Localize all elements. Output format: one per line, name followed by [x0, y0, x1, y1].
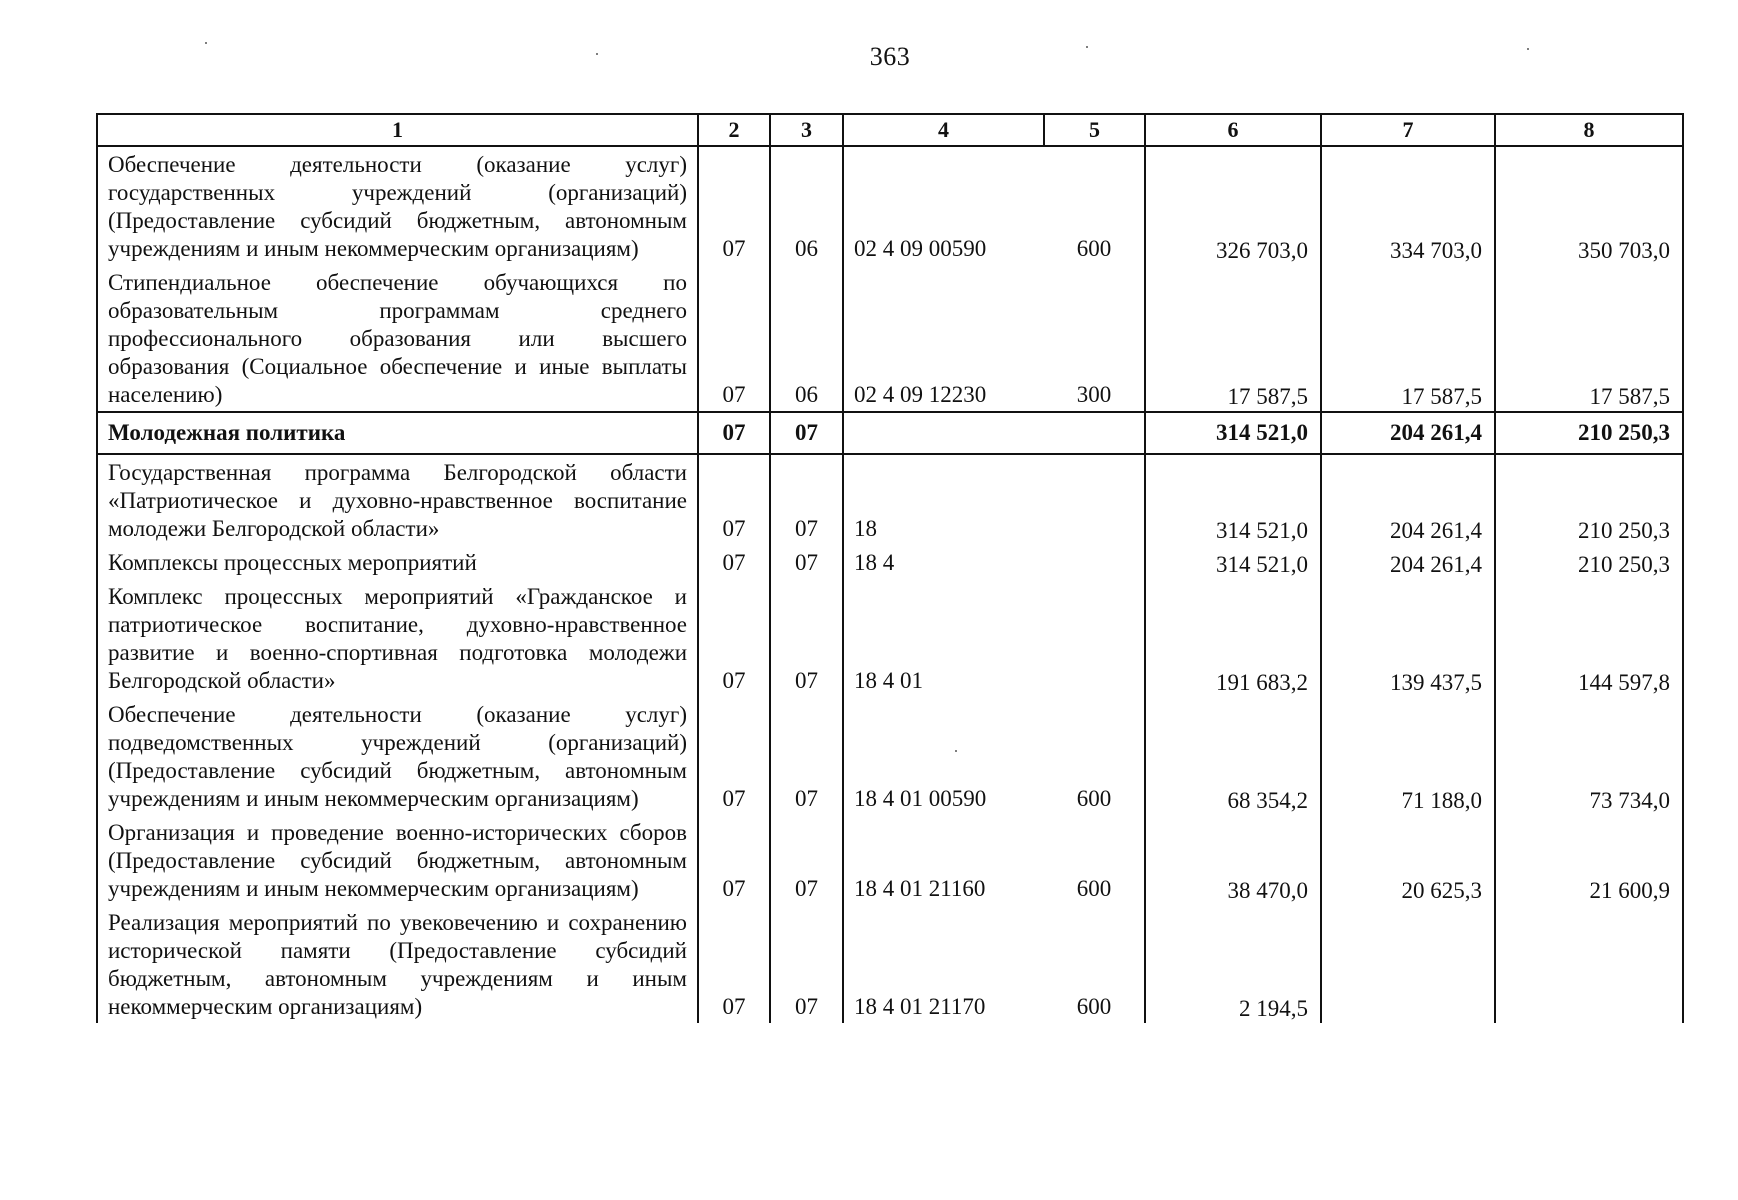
row-name: Обеспечение деятельности (оказание услуг) подведомственных учреждений (организаций) (Предоставление субсидий бюджетным, автономным учреждениям и иным некоммерческим организациям) [97, 697, 698, 815]
scan-speck [596, 53, 598, 55]
header-col-5: 5 [1044, 114, 1145, 146]
row-subsection-code: 07 [770, 579, 843, 697]
section-target-code [843, 412, 1044, 454]
scan-speck [1527, 48, 1529, 50]
section-section-code: 07 [698, 412, 770, 454]
row-amount-year2: 334 703,0 [1321, 146, 1495, 265]
row-expense-type: 600 [1044, 146, 1145, 265]
scan-speck [1086, 46, 1088, 48]
table-row [97, 146, 1683, 265]
row-section-code: 07 [698, 146, 770, 265]
header-col-8: 8 [1495, 114, 1683, 146]
section-row [97, 412, 1683, 454]
row-subsection-code: 06 [770, 146, 843, 265]
row-expense-type [1044, 545, 1145, 579]
row-name: Реализация мероприятий по увековечению и сохранению исторической памяти (Предоставление субсидий бюджетным, автономным учреждениям и иным некоммерческим организациям) [97, 905, 698, 1023]
header-col-7: 7 [1321, 114, 1495, 146]
section-expense-type [1044, 412, 1145, 454]
header-row [97, 114, 1683, 146]
row-subsection-code: 07 [770, 697, 843, 815]
row-amount-year1: 314 521,0 [1145, 545, 1321, 579]
budget-table [96, 113, 1684, 1023]
row-amount-year1: 38 470,0 [1145, 815, 1321, 905]
row-amount-year2: 204 261,4 [1321, 545, 1495, 579]
header-col-4: 4 [843, 114, 1044, 146]
row-subsection-code: 07 [770, 905, 843, 1023]
row-amount-year3: 144 597,8 [1495, 579, 1683, 697]
row-name: Комплекс процессных мероприятий «Гражданское и патриотическое воспитание, духовно-нравственное развитие и военно-спортивная подготовка молодежи Белгородской области» [97, 579, 698, 697]
row-target-code: 02 4 09 12230 [843, 265, 1044, 412]
row-target-code: 18 4 01 00590 [843, 697, 1044, 815]
row-section-code: 07 [698, 815, 770, 905]
row-amount-year2 [1321, 905, 1495, 1023]
row-expense-type [1044, 579, 1145, 697]
row-target-code: 18 4 01 21170 [843, 905, 1044, 1023]
row-subsection-code: 07 [770, 815, 843, 905]
row-section-code: 07 [698, 454, 770, 545]
row-name: Организация и проведение военно-исторических сборов (Предоставление субсидий бюджетным, автономным учреждениям и иным некоммерческим организациям) [97, 815, 698, 905]
table-row [97, 905, 1683, 1023]
row-expense-type: 600 [1044, 697, 1145, 815]
header-col-2: 2 [698, 114, 770, 146]
row-amount-year3: 17 587,5 [1495, 265, 1683, 412]
section-subsection-code: 07 [770, 412, 843, 454]
row-section-code: 07 [698, 905, 770, 1023]
row-expense-type [1044, 454, 1145, 545]
row-target-code: 02 4 09 00590 [843, 146, 1044, 265]
row-expense-type: 600 [1044, 815, 1145, 905]
row-amount-year2: 20 625,3 [1321, 815, 1495, 905]
table-row [97, 545, 1683, 579]
row-amount-year2: 17 587,5 [1321, 265, 1495, 412]
table-row [97, 454, 1683, 545]
row-expense-type: 600 [1044, 905, 1145, 1023]
row-subsection-code: 07 [770, 545, 843, 579]
row-amount-year1: 326 703,0 [1145, 146, 1321, 265]
row-target-code: 18 4 [843, 545, 1044, 579]
row-section-code: 07 [698, 579, 770, 697]
row-name: Стипендиальное обеспечение обучающихся по образовательным программам среднего профессионального образования или высшего образования (Социальное обеспечение и иные выплаты населению) [97, 265, 698, 412]
row-amount-year2: 139 437,5 [1321, 579, 1495, 697]
row-amount-year2: 204 261,4 [1321, 454, 1495, 545]
row-amount-year1: 191 683,2 [1145, 579, 1321, 697]
row-target-code: 18 4 01 [843, 579, 1044, 697]
row-amount-year1: 2 194,5 [1145, 905, 1321, 1023]
row-subsection-code: 06 [770, 265, 843, 412]
page-number: 363 [869, 42, 911, 71]
row-subsection-code: 07 [770, 454, 843, 545]
row-target-code: 18 4 01 21160 [843, 815, 1044, 905]
row-expense-type: 300 [1044, 265, 1145, 412]
table-row [97, 579, 1683, 697]
row-amount-year3 [1495, 905, 1683, 1023]
row-target-code: 18 [843, 454, 1044, 545]
row-amount-year2: 71 188,0 [1321, 697, 1495, 815]
row-amount-year1: 17 587,5 [1145, 265, 1321, 412]
table-row [97, 265, 1683, 412]
row-section-code: 07 [698, 697, 770, 815]
row-amount-year3: 210 250,3 [1495, 454, 1683, 545]
row-section-code: 07 [698, 265, 770, 412]
header-col-3: 3 [770, 114, 843, 146]
row-amount-year3: 73 734,0 [1495, 697, 1683, 815]
row-amount-year1: 314 521,0 [1145, 454, 1321, 545]
section-name: Молодежная политика [97, 412, 698, 454]
table-row [97, 697, 1683, 815]
row-section-code: 07 [698, 545, 770, 579]
section-amount-year1: 314 521,0 [1145, 412, 1321, 454]
scan-speck [205, 42, 207, 44]
row-name: Государственная программа Белгородской области «Патриотическое и духовно-нравственное воспитание молодежи Белгородской области» [97, 454, 698, 545]
row-name: Обеспечение деятельности (оказание услуг) государственных учреждений (организаций) (Предоставление субсидий бюджетным, автономным учреждениям и иным некоммерческим организациям) [97, 146, 698, 265]
row-name: Комплексы процессных мероприятий [97, 545, 698, 579]
section-amount-year2: 204 261,4 [1321, 412, 1495, 454]
header-col-1: 1 [97, 114, 698, 146]
table-row [97, 815, 1683, 905]
row-amount-year3: 21 600,9 [1495, 815, 1683, 905]
row-amount-year3: 210 250,3 [1495, 545, 1683, 579]
row-amount-year1: 68 354,2 [1145, 697, 1321, 815]
row-amount-year3: 350 703,0 [1495, 146, 1683, 265]
header-col-6: 6 [1145, 114, 1321, 146]
section-amount-year3: 210 250,3 [1495, 412, 1683, 454]
